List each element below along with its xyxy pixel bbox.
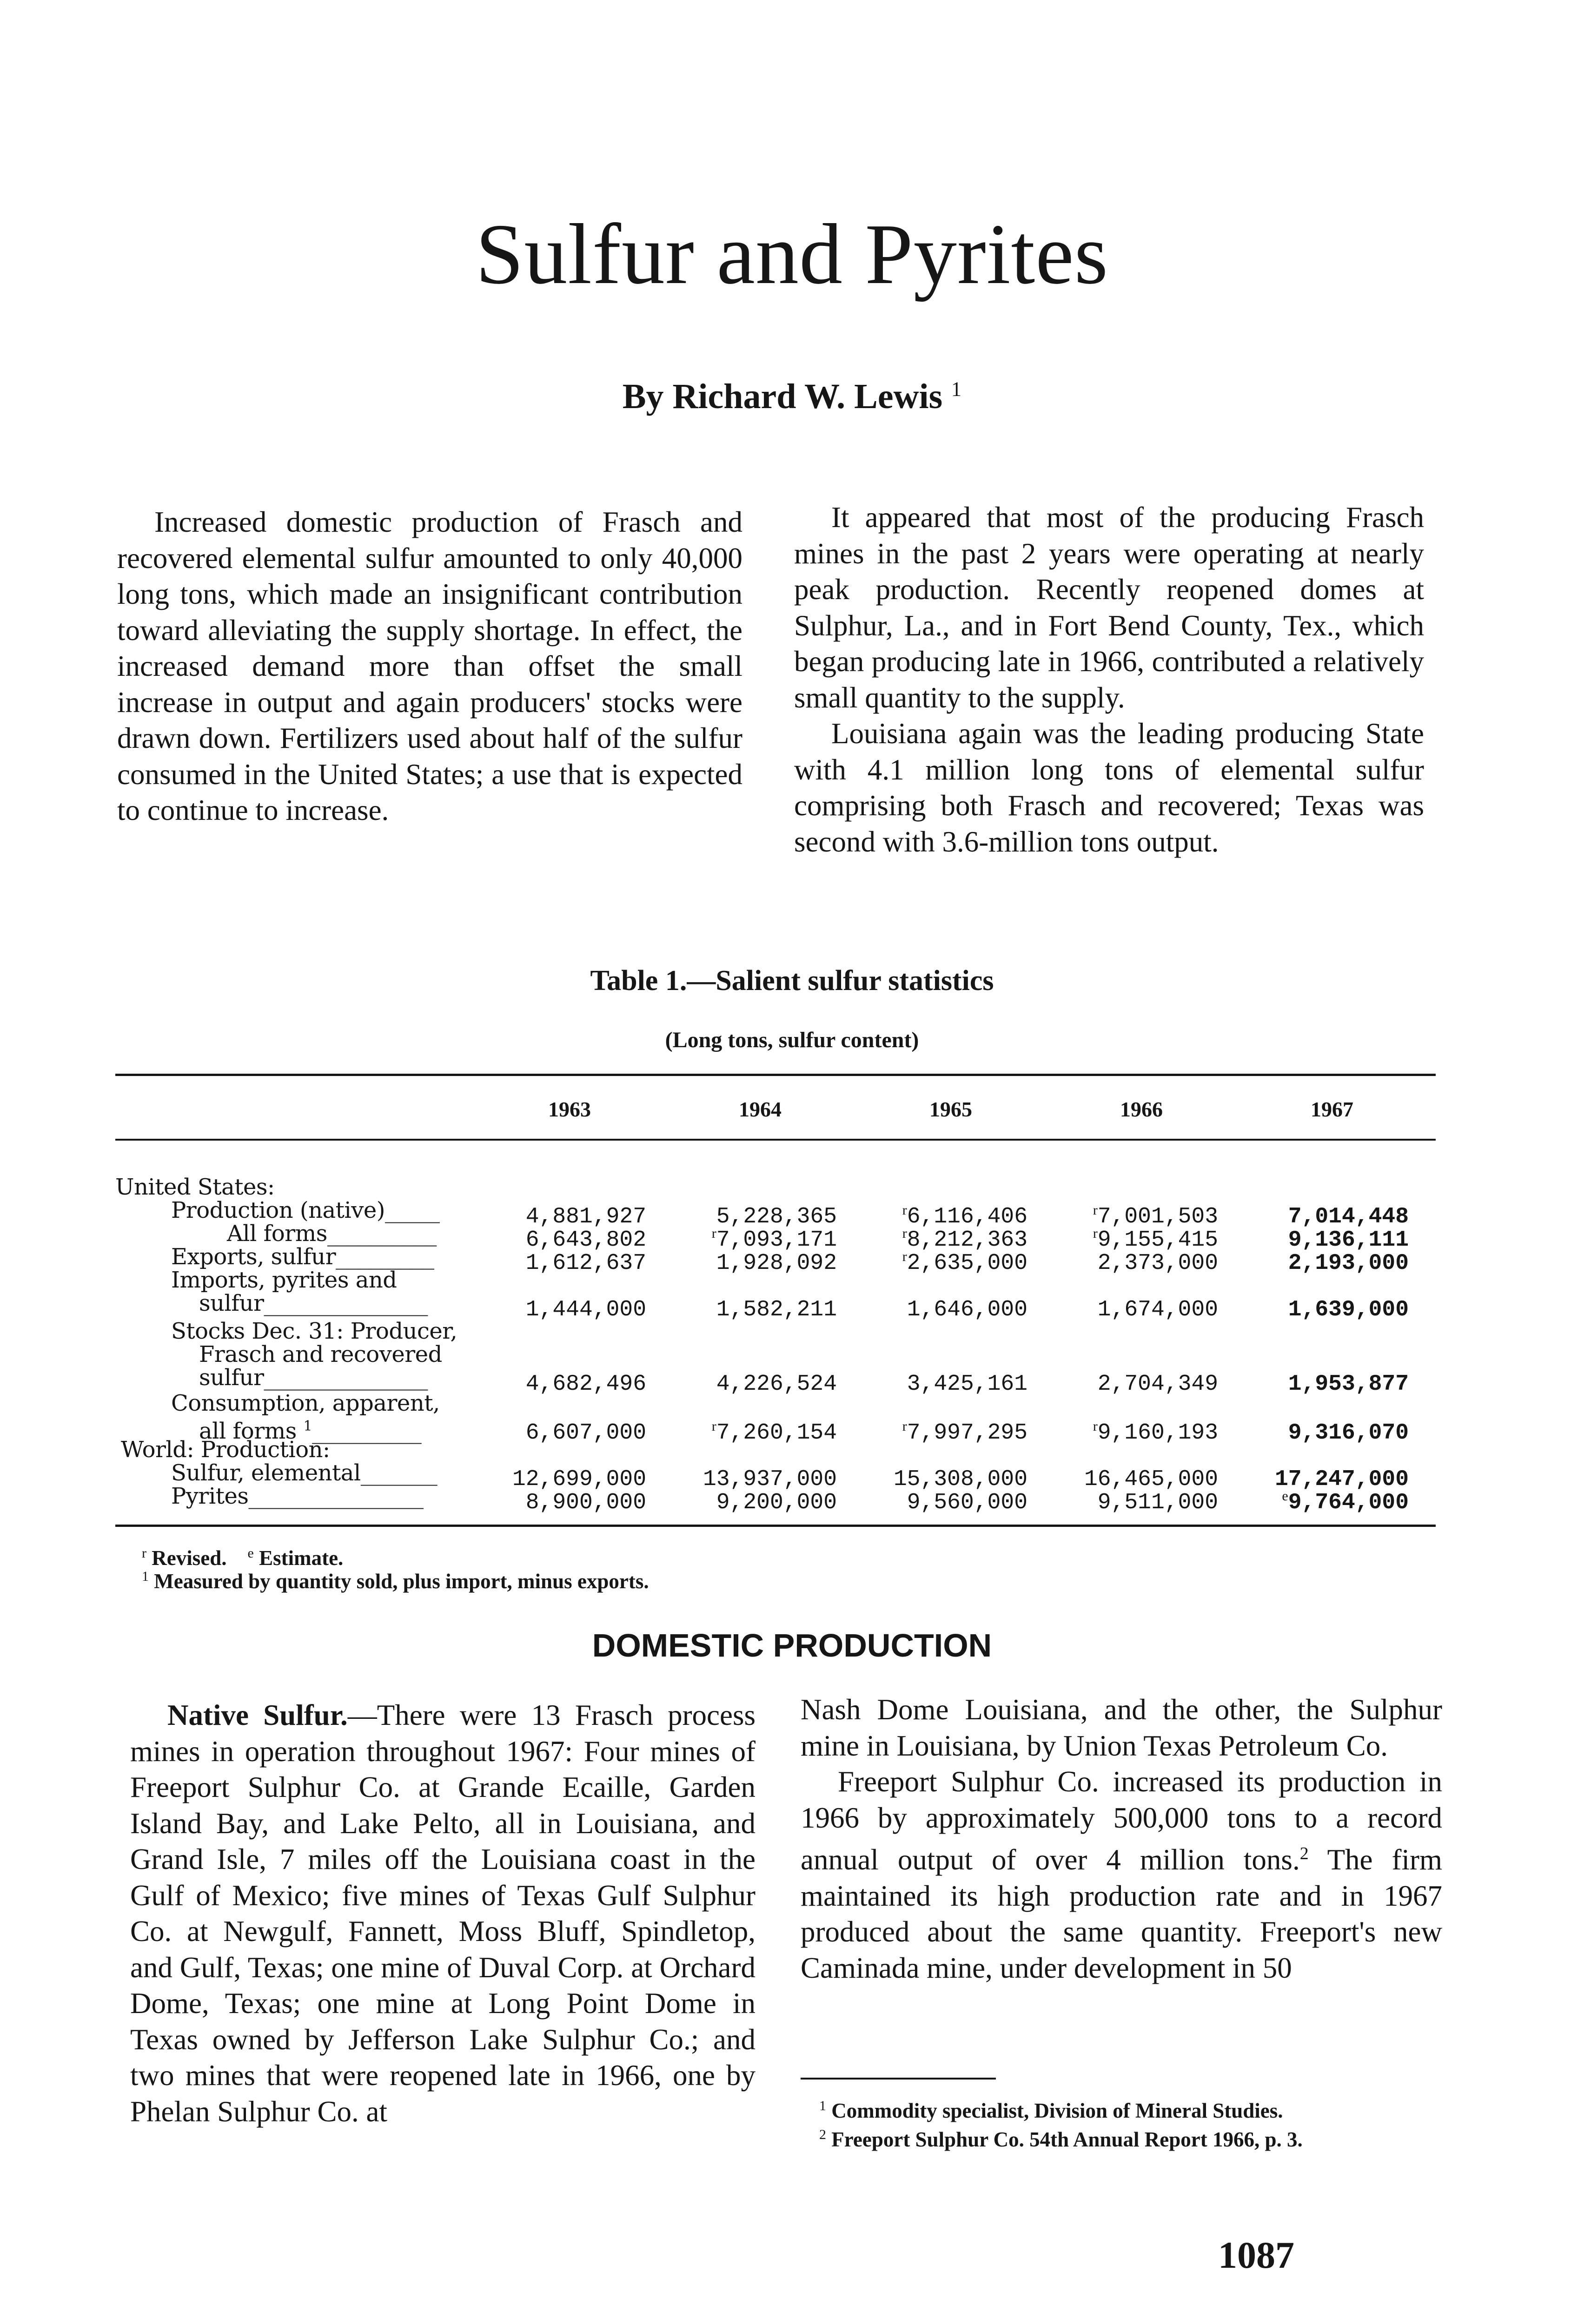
table-cell: 9,511,000 [1097, 1490, 1218, 1515]
table-cell: $^r$9,160,193 [1093, 1419, 1218, 1446]
row-label: Imports, pyrites and [171, 1267, 397, 1293]
table-cell: 6,607,000 [525, 1420, 646, 1446]
table-cell: 1,953,877 [1288, 1372, 1409, 1397]
body-paragraph: Nash Dome Louisiana, and the other, the Sulphur mine in Louisiana, by Union Texas Petroleum Co. [801, 1693, 1442, 1762]
footnotes [801, 2094, 1442, 2152]
table-cell: $^e$9,764,000 [1282, 1488, 1409, 1515]
table-cell: 1,612,637 [525, 1251, 646, 1276]
label-dashes: __________ [312, 1418, 422, 1444]
table-cell: $^r$7,997,295 [902, 1419, 1027, 1446]
section-heading: DOMESTIC PRODUCTION [592, 1627, 992, 1664]
table-cell: 1,582,211 [716, 1297, 837, 1322]
table-cell: 4,682,496 [525, 1372, 646, 1397]
row-label: United States: [115, 1174, 275, 1200]
row-label: sulfur_______________ [199, 1365, 428, 1391]
table-cell: 2,193,000 [1288, 1251, 1409, 1276]
table-subtitle: (Long tons, sulfur content) [665, 1028, 919, 1052]
table-cell: 1,444,000 [525, 1297, 646, 1322]
table-cell: $^r$9,155,415 [1093, 1226, 1218, 1253]
table-top-rule [115, 1074, 1436, 1076]
table-cell: 16,465,000 [1084, 1467, 1218, 1492]
table-note-measured: $^1$ Measured by quantity sold, plus import, minus exports. [142, 1569, 649, 1593]
year-header: 1966 [1120, 1097, 1163, 1121]
row-label: sulfur_______________ [199, 1290, 428, 1316]
table-cell: 6,643,802 [525, 1228, 646, 1253]
year-header: 1967 [1311, 1097, 1353, 1121]
footnote-rule [801, 2078, 996, 2080]
row-label: Sulfur, elemental_______ [171, 1460, 437, 1486]
table-cell: 2,704,349 [1097, 1372, 1218, 1397]
body-paragraph: Native Sulfur.—There were 13 Frasch process mines in operation throughout 1967: Four mines of Freeport Sulphur Co. at Grande Ecaille, Garden Island Bay, and Lake Pelto, all in Louisiana, and Grand Isle, 7 miles off the Louisiana coast in the Gulf of Mexico; five mines of Texas Gulf Sulphur Co. at Newgulf, Fannett, Moss Bluff, Spindletop, and Gulf, Texas; one mine of Duval Corp. at Orchard Dome, Texas; one mine at Long Point Dome in Texas owned by Jefferson Lake Sulphur Co.; and two mines that were reopened late in 1966, one by Phelan Sulphur Co. at [130, 1699, 756, 2128]
body-left-column [130, 1697, 756, 2130]
year-header: 1964 [739, 1097, 782, 1121]
table-cell: $^r$7,260,154 [711, 1419, 837, 1446]
row-label: World: Production: [121, 1437, 330, 1463]
table-cell: $^r$7,001,503 [1093, 1202, 1218, 1229]
table-cell: 9,560,000 [907, 1490, 1027, 1515]
table-cell: $^r$6,116,406 [902, 1202, 1027, 1229]
table-cell: 1,639,000 [1288, 1297, 1409, 1322]
year-header: 1965 [929, 1097, 972, 1121]
intro-left-column [117, 504, 742, 829]
table-note-revised-estimate: $^r$ Revised. $^e$ Estimate. [142, 1545, 344, 1570]
table-title: Table 1.—Salient sulfur statistics [590, 965, 994, 997]
table-bottom-rule [115, 1525, 1436, 1527]
table-cell: $^r$7,093,171 [711, 1226, 837, 1253]
table-cell: 7,014,448 [1288, 1204, 1409, 1229]
table-cell: 15,308,000 [893, 1467, 1027, 1492]
table-cell: 1,646,000 [907, 1297, 1027, 1322]
body-right-column [801, 1692, 1442, 1986]
intro-paragraph: Louisiana again was the leading producing State with 4.1 million long tons of elemental sulfur comprising both Frasch and recovered; Texas was second with 3.6-million tons output. [794, 717, 1424, 858]
body-paragraph: Freeport Sulphur Co. increased its production in 1966 by approximately 500,000 tons to a record annual output of over 4 million tons.$^2$ The firm maintained its high production rate and in 1967 produced about the same quantity. Freeport's new Caminada mine, under development in 50 [801, 1765, 1442, 1984]
row-label: Frasch and recovered [199, 1341, 442, 1367]
table-cell: $^r$8,212,363 [902, 1226, 1027, 1253]
table-cell: 13,937,000 [703, 1467, 837, 1492]
row-label: Consumption, apparent, [171, 1390, 440, 1416]
table-cell: 9,200,000 [716, 1490, 837, 1515]
byline [0, 376, 1584, 417]
table-cell: 1,928,092 [716, 1251, 837, 1276]
table-cell: 9,136,111 [1288, 1228, 1409, 1253]
footnote: $^1$ Commodity specialist, Division of Mineral Studies. [819, 2098, 1283, 2122]
table-header-rule [115, 1139, 1436, 1141]
footnote: $^2$ Freeport Sulphur Co. 54th Annual Report 1966, p. 3. [819, 2127, 1303, 2151]
table-cell: 3,425,161 [907, 1372, 1027, 1397]
author-name: By Richard W. Lewis [622, 377, 943, 416]
footnote-mark: 1 [303, 1418, 312, 1434]
table-cell: 4,226,524 [716, 1372, 837, 1397]
intro-paragraph: Increased domestic production of Frasch and recovered elemental sulfur amounted to only 40,000 long tons, which made an insignificant contribution toward alleviating the supply shortage. In effect, the increased demand more than offset the small increase in output and again producers' stocks were drawn down. Fertilizers used about half of the sulfur consumed in the United States; a use that is expected to continue to increase. [117, 506, 742, 826]
page-title: Sulfur and Pyrites [475, 206, 1109, 302]
label-text: all forms [199, 1418, 297, 1444]
row-label: Stocks Dec. 31: Producer, [171, 1318, 457, 1344]
table-cell: $^r$2,635,000 [902, 1249, 1027, 1276]
row-label: Pyrites________________ [171, 1483, 424, 1509]
table-cell: 4,881,927 [525, 1204, 646, 1229]
row-label: All forms__________ [227, 1221, 437, 1247]
intro-paragraph: It appeared that most of the producing Frasch mines in the past 2 years were operating at nearly peak production. Recently reopened domes at Sulphur, La., and in Fort Bend County, Tex., which began producing late in 1966, contributed a relatively small quantity to the supply. [794, 501, 1424, 714]
table-cell: 5,228,365 [716, 1204, 837, 1229]
intro-right-column [794, 500, 1424, 860]
author-footnote-mark: 1 [951, 377, 962, 401]
table-cell: 1,674,000 [1097, 1297, 1218, 1322]
footnote-ref: 2 [1299, 1844, 1309, 1863]
table-cell: 8,900,000 [525, 1490, 646, 1515]
run-in-head: Native Sulfur. [167, 1699, 348, 1731]
row-label: Production (native)_____ [171, 1197, 440, 1223]
table-cell: 17,247,000 [1274, 1467, 1409, 1492]
page-number: 1087 [1218, 2234, 1294, 2276]
table-cell: 9,316,070 [1288, 1420, 1409, 1446]
year-header: 1963 [548, 1097, 591, 1121]
row-label: Exports, sulfur_________ [171, 1244, 434, 1270]
table-cell: 2,373,000 [1097, 1251, 1218, 1276]
table-cell: 12,699,000 [512, 1467, 646, 1492]
